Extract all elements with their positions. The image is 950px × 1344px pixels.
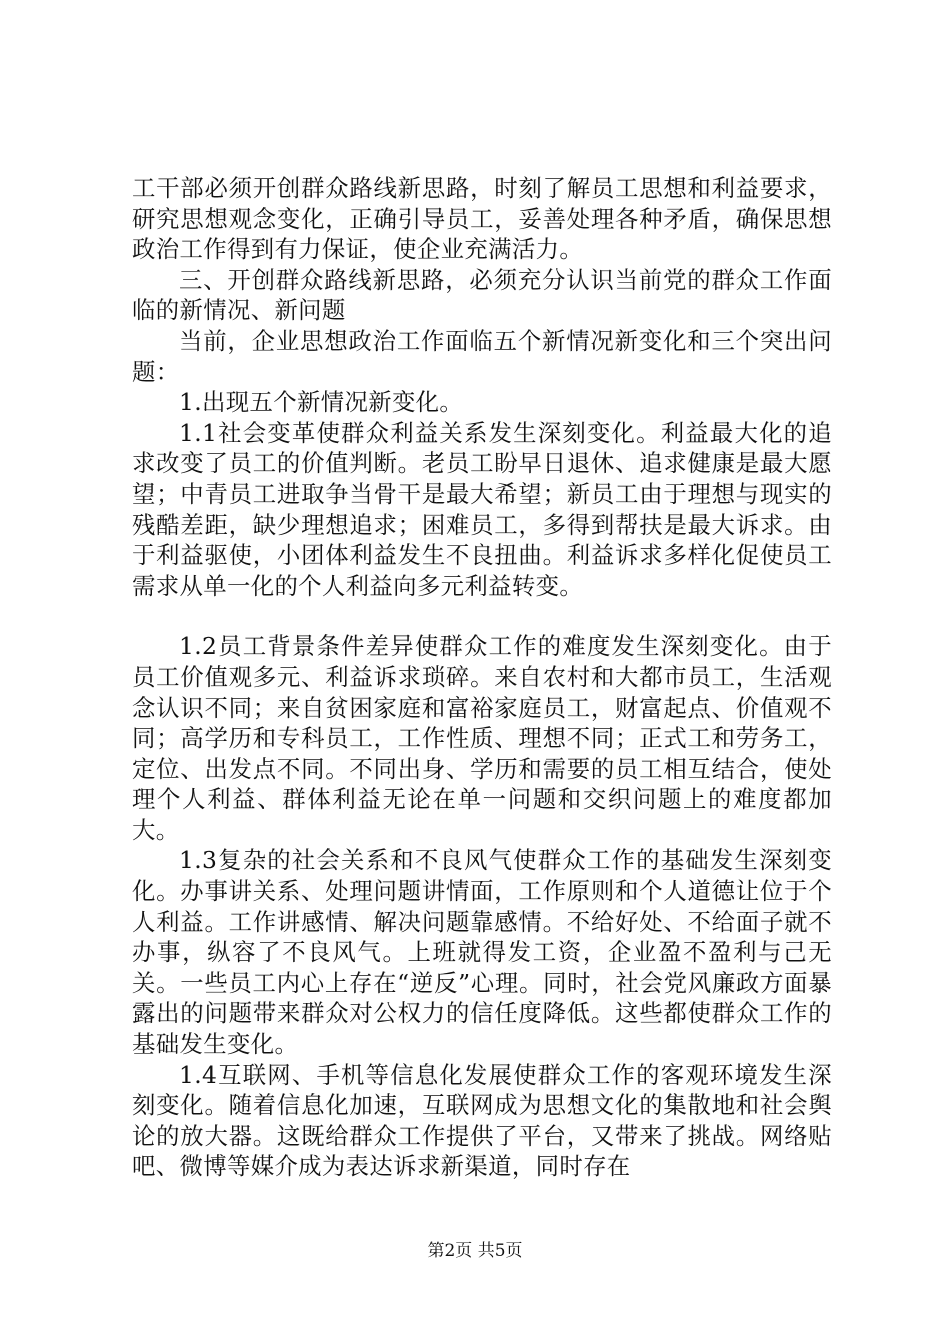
paragraph-continuation: 工干部必须开创群众路线新思路，时刻了解员工思想和利益要求，研究思想观念变化，正确引导员工，妥善处理各种矛盾，确保思想政治工作得到有力保证，使企业充满活力。 [132,174,832,264]
paragraph-1-2: 1.2员工背景条件差异使群众工作的难度发生深刻变化。由于员工价值观多元、利益诉求琐碎。来自农村和大都市员工，生活观念认识不同；来自贫困家庭和富裕家庭员工，财富起点、价值观不同；高学历和专科员工，工作性质、理想不同；正式工和劳务工，定位、出发点不同。不同出身、学历和需要的员工相互结合，使处理个人利益、群体利益无论在单一问题和交织问题上的难度都加大。 [132,632,832,844]
paragraph-intro: 当前，企业思想政治工作面临五个新情况新变化和三个突出问题： [132,326,832,386]
page-footer: 第2页 共5页 [427,1241,523,1261]
paragraph-1-1: 1.1社会变革使群众利益关系发生深刻变化。利益最大化的追求改变了员工的价值判断。老员工盼早日退休、追求健康是最大愿望；中青员工进取争当骨干是最大希望；新员工由于理想与现实的残酷差距，缺少理想追求；困难员工，多得到帮扶是最大诉求。由于利益驱使，小团体利益发生不良扭曲。利益诉求多样化促使员工需求从单一化的个人利益向多元利益转变。 [132,418,832,600]
paragraph-1-3: 1.3复杂的社会关系和不良风气使群众工作的基础发生深刻变化。办事讲关系、处理问题讲情面，工作原则和个人道德让位于个人利益。工作讲感情、解决问题靠感情。不给好处、不给面子就不办事，纵容了不良风气。上班就得发工资，企业盈不盈利与己无关。一些员工内心上存在“逆反”心理。同时，社会党风廉政方面暴露出的问题带来群众对公权力的信任度降低。这些都使群众工作的基础发生变化。 [132,846,832,1059]
list-heading-1: 1.出现五个新情况新变化。 [179,388,464,417]
document-body [132,173,832,1182]
paragraph-1-4: 1.4互联网、手机等信息化发展使群众工作的客观环境发生深刻变化。随着信息化加速，互联网成为思想文化的集散地和社会舆论的放大器。这既给群众工作提供了平台，又带来了挑战。网络贴吧、微博等媒介成为表达诉求新渠道，同时存在 [132,1060,832,1181]
section-heading-3: 三、开创群众路线新思路，必须充分认识当前党的群众工作面临的新情况、新问题 [132,265,832,325]
